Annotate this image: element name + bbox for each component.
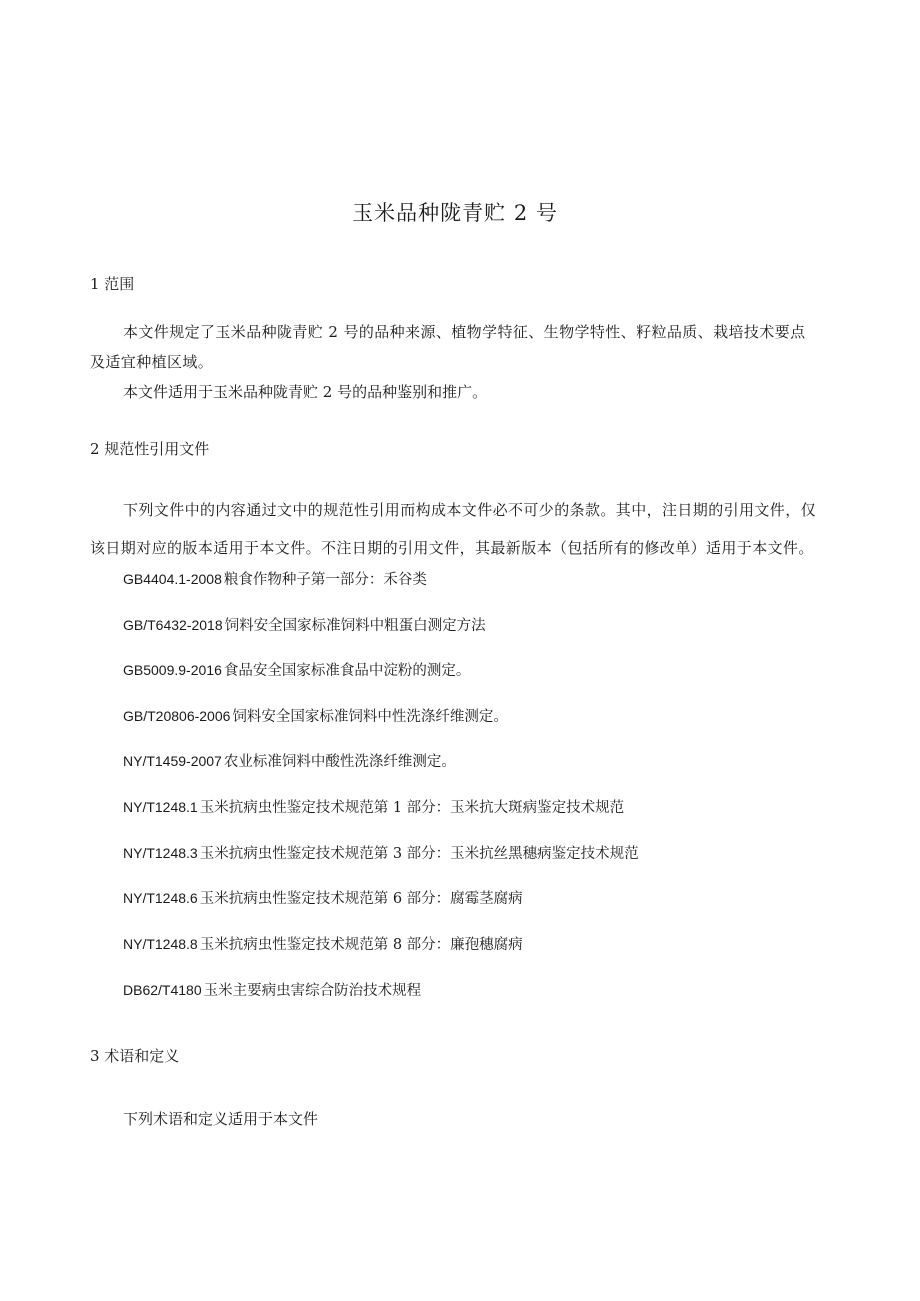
reference-item xyxy=(123,888,523,909)
reference-code: NY/T1248.6 xyxy=(123,890,198,906)
reference-title: 食品安全国家标准食品中淀粉的测定。 xyxy=(223,663,471,679)
reference-item xyxy=(123,843,639,864)
scope-paragraph-2: 本文件适用于玉米品种陇青贮 2 号的品种鉴别和推广。 xyxy=(123,383,488,401)
reference-code: DB62/T4180 xyxy=(123,982,202,998)
reference-title: 玉米抗病虫性鉴定技术规范第 1 部分：玉米抗大斑病鉴定技术规范 xyxy=(199,800,625,816)
reference-code: GB4404.1-2008 xyxy=(123,571,222,587)
reference-title: 玉米主要病虫害综合防治技术规程 xyxy=(203,983,422,999)
reference-code: GB/T6432-2018 xyxy=(123,617,223,633)
reference-item xyxy=(123,980,421,1001)
section-heading-terms-definitions: 3 术语和定义 xyxy=(90,1047,180,1065)
section-heading-scope: 1 范围 xyxy=(90,275,135,293)
reference-title: 粮食作物种子第一部分：禾谷类 xyxy=(223,572,427,588)
reference-code: NY/T1248.8 xyxy=(123,936,198,952)
reference-title: 饲料安全国家标准饲料中性洗涤纤维测定。 xyxy=(232,709,508,725)
reference-code: NY/T1248.1 xyxy=(123,799,198,815)
reference-code: NY/T1248.3 xyxy=(123,845,198,861)
document-title: 玉米品种陇青贮 2 号 xyxy=(352,201,558,225)
terms-intro-paragraph: 下列术语和定义适用于本文件 xyxy=(123,1110,319,1128)
section-heading-normative-references: 2 规范性引用文件 xyxy=(90,440,210,458)
reference-code: GB/T20806-2006 xyxy=(123,708,231,724)
reference-item xyxy=(123,934,523,955)
reference-item xyxy=(123,751,456,772)
reference-item xyxy=(123,706,508,727)
reference-item xyxy=(123,660,470,681)
reference-item xyxy=(123,615,486,636)
reference-title: 农业标准饲料中酸性洗涤纤维测定。 xyxy=(223,754,456,770)
reference-title: 玉米抗病虫性鉴定技术规范第 8 部分：廉孢穗腐病 xyxy=(199,937,523,953)
reference-code: GB5009.9-2016 xyxy=(123,662,222,678)
reference-item xyxy=(123,797,624,818)
references-intro-paragraph: 下列文件中的内容通过文中的规范性引用而构成本文件必不可少的条款。其中，注日期的引用文件，仅该日期对应的版本适用于本文件。不注日期的引用文件，其最新版本（包括所有的修改单）适用于本文件。 xyxy=(90,501,817,557)
reference-code: NY/T1459-2007 xyxy=(123,753,222,769)
scope-paragraph-1: 本文件规定了玉米品种陇青贮 2 号的品种来源、植物学特征、生物学特性、籽粒品质、栽培技术要点及适宜种植区域。 xyxy=(90,323,806,371)
reference-item xyxy=(123,569,427,590)
reference-title: 饲料安全国家标准饲料中粗蛋白测定方法 xyxy=(224,618,486,634)
reference-title: 玉米抗病虫性鉴定技术规范第 3 部分：玉米抗丝黑穗病鉴定技术规范 xyxy=(199,846,639,862)
reference-title: 玉米抗病虫性鉴定技术规范第 6 部分：腐霉茎腐病 xyxy=(199,891,523,907)
